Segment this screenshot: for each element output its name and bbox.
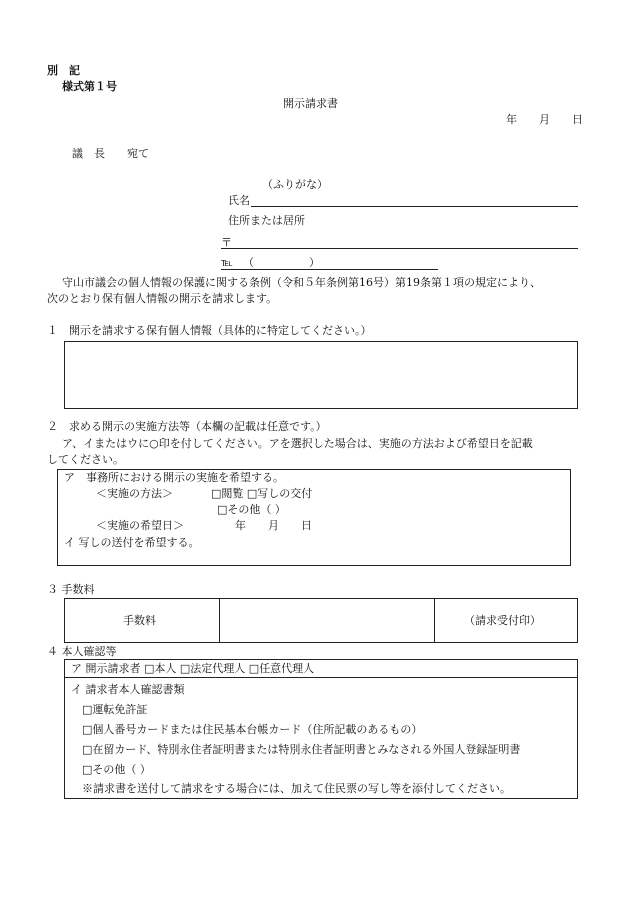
- postal-mark: 〒: [221, 236, 232, 249]
- address-label: 住所または居所: [228, 214, 305, 227]
- date-line: 年 月 日: [506, 113, 583, 126]
- fee-amount-field[interactable]: [220, 599, 433, 642]
- section4-heading: ４ 本人確認等: [47, 645, 117, 658]
- identity-docs-heading: イ 請求者本人確認書類: [71, 683, 185, 696]
- form-number: 様式第１号: [62, 80, 117, 93]
- tel-field-line[interactable]: [221, 269, 438, 270]
- fee-label: 手数料: [123, 614, 156, 627]
- section3-heading: ３ 手数料: [47, 583, 95, 596]
- option-a-office[interactable]: ア 事務所における開示の実施を希望する。: [64, 471, 284, 484]
- fee-table-divider-2: [434, 598, 435, 643]
- section2-note-2: してください。: [47, 453, 124, 466]
- document-title: 開示請求書: [283, 97, 338, 110]
- intro-line-1: 守山市議会の個人情報の保護に関する条例（令和５年条例第16号）第19条第１項の規定により、: [62, 276, 541, 289]
- name-label: 氏名: [228, 194, 250, 207]
- doc-my-number-card[interactable]: □個人番号カードまたは住民基本台帳カード（住所記載のあるもの）: [82, 723, 423, 736]
- mail-request-note: ※請求書を送付して請求をする場合には、加えて住民票の写し等を添付してください。: [82, 782, 511, 795]
- name-field-line[interactable]: [251, 206, 578, 207]
- address-field-line[interactable]: [221, 248, 578, 249]
- option-i-mail[interactable]: イ 写しの送付を希望する。: [64, 536, 200, 549]
- doc-residence-card[interactable]: □在留カード、特別永住者証明書または特別永住者証明書とみなされる外国人登録証明書: [82, 743, 521, 756]
- tel-area-code: （ ）: [243, 256, 320, 269]
- method-other[interactable]: □その他（ ）: [217, 503, 286, 516]
- method-label: ＜実施の方法＞: [96, 487, 173, 500]
- intro-line-2: 次のとおり保有個人情報の開示を請求します。: [47, 292, 278, 305]
- reception-stamp-label: （請求受付印）: [464, 614, 541, 627]
- info-specification-box[interactable]: [64, 341, 578, 409]
- section2-heading: ２ 求める開示の実施方法等（本欄の記載は任意です。）: [47, 420, 327, 433]
- doc-drivers-license[interactable]: □運転免許証: [82, 703, 148, 716]
- section2-note-1: ア、イまたはウに○印を付してください。アを選択した場合は、実施の方法および希望日を記載: [62, 437, 533, 450]
- appendix-label: 別 記: [47, 64, 80, 77]
- doc-other[interactable]: □その他（ ）: [82, 763, 151, 776]
- desired-date-label: ＜実施の希望日＞: [96, 519, 184, 532]
- tel-label: ℡: [221, 256, 233, 269]
- furigana-label: （ふりがな）: [262, 178, 328, 191]
- section1-heading: １ 開示を請求する保有個人情報（具体的に特定してください。）: [47, 324, 372, 337]
- method-options[interactable]: □閲覧 □写しの交付: [211, 487, 313, 500]
- addressee: 議 長 宛て: [72, 147, 149, 160]
- desired-date-blank[interactable]: 年 月 日: [235, 519, 312, 532]
- identity-table-divider: [64, 677, 578, 678]
- requester-type-line[interactable]: ア 開示請求者 □本人 □法定代理人 □任意代理人: [71, 662, 315, 675]
